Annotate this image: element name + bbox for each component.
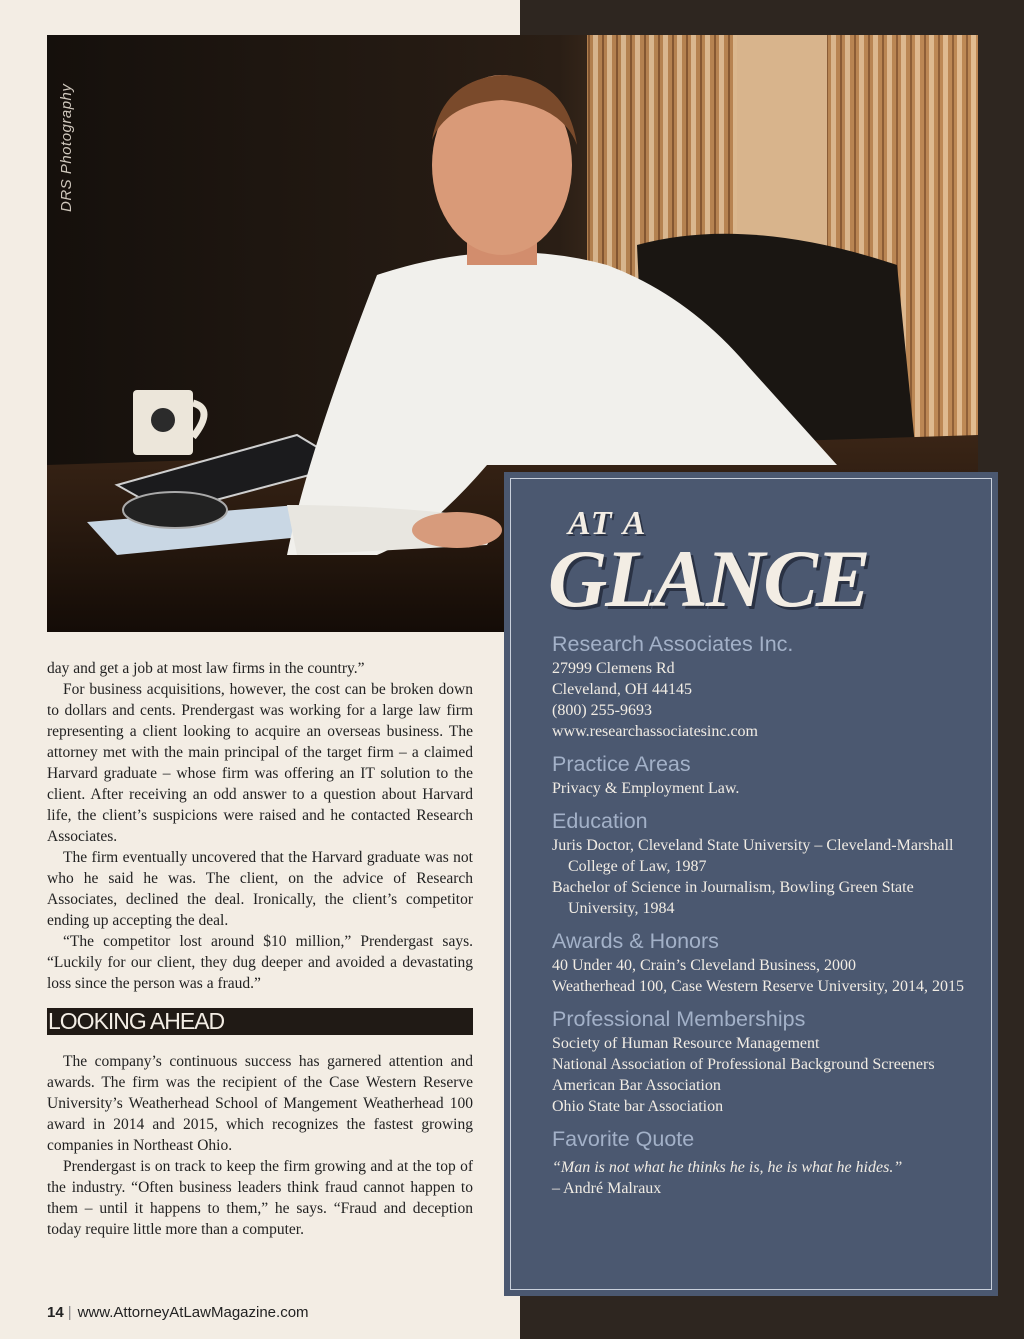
quote-section [552, 1125, 972, 1199]
award-item: 40 Under 40, Crain’s Cleveland Business, 2000 [552, 957, 856, 974]
paragraph: day and get a job at most law firms in the country.” [47, 660, 365, 677]
education-item: Bachelor of Science in Journalism, Bowling Green State University, 1984 [552, 879, 914, 917]
glance-title-small: AT A [568, 505, 648, 542]
glance-content [552, 630, 972, 1207]
page-footer [47, 1304, 309, 1321]
education-heading: Education [552, 809, 648, 833]
address-line-1: 27999 Clemens Rd [552, 660, 675, 677]
article-column [47, 658, 473, 1240]
paragraph: Prendergast is on track to keep the firm growing and at the top of the industry. “Often business leaders think fraud cannot happen to them – until it happens to them,” he says. “Fraud and deception today require little more than a computer. [47, 1158, 473, 1238]
paragraph: “The competitor lost around $10 million,” Prendergast says. “Luckily for our client, they dug deeper and avoided a devastating loss since the person was a fraud.” [47, 933, 473, 992]
company-website-link[interactable]: www.researchassociatesinc.com [552, 723, 758, 740]
address-line-2: Cleveland, OH 44145 [552, 681, 692, 698]
quote-heading: Favorite Quote [552, 1127, 695, 1151]
paragraph: For business acquisitions, however, the cost can be broken down to dollars and cents. Prendergast was working for a large law firm representing a client looking to acquire an overseas business. The attorney met with the main principal of the target firm – a claimed Harvard graduate – whose firm was offering an IT solution to the client. After receiving an odd answer to a question about Harvard life, the client’s suspicions were raised and he contacted Research Associates. [47, 681, 473, 845]
quote-author: – André Malraux [552, 1180, 662, 1197]
awards-section [552, 927, 972, 997]
section-heading: LOOKING AHEAD [47, 1008, 473, 1035]
membership-item: American Bar Association [552, 1077, 721, 1094]
practice-heading: Practice Areas [552, 752, 691, 776]
education-section [552, 807, 972, 919]
quote-text: “Man is not what he thinks he is, he is what he hides.” [552, 1159, 903, 1176]
paragraph: The company’s continuous success has garnered attention and awards. The firm was the recipient of the Case Western Reserve University’s Weatherhead School of Mangement Weatherhead 100 award in 2014 and 2015, which recognizes the fastest growing companies in Northeast Ohio. [47, 1053, 473, 1154]
page-number: 14 [47, 1304, 64, 1321]
footer-separator: | [67, 1304, 72, 1321]
paragraph: The firm eventually uncovered that the Harvard graduate was not who he said he was. The client, on the advice of Research Associates, declined the deal. Ironically, the client’s competitor ending up accepting the deal. [47, 849, 473, 929]
footer-website-link[interactable]: www.AttorneyAtLawMagazine.com [77, 1304, 309, 1321]
membership-item: Ohio State bar Association [552, 1098, 724, 1115]
practice-text: Privacy & Employment Law. [552, 780, 740, 797]
membership-item: Society of Human Resource Management [552, 1035, 820, 1052]
award-item: Weatherhead 100, Case Western Reserve University, 2014, 2015 [552, 978, 964, 995]
membership-item: National Association of Professional Background Screeners [552, 1056, 935, 1073]
education-item: Juris Doctor, Cleveland State University – Cleveland-Marshall College of Law, 1987 [552, 837, 954, 875]
glance-title-big: GLANCE [548, 533, 869, 624]
company-section [552, 630, 972, 742]
memberships-section [552, 1005, 972, 1117]
awards-heading: Awards & Honors [552, 929, 719, 953]
company-name: Research Associates Inc. [552, 632, 794, 656]
photo-credit: DRS Photography [58, 83, 75, 212]
practice-section [552, 750, 972, 799]
memberships-heading: Professional Memberships [552, 1007, 806, 1031]
phone-number: (800) 255-9693 [552, 702, 652, 719]
